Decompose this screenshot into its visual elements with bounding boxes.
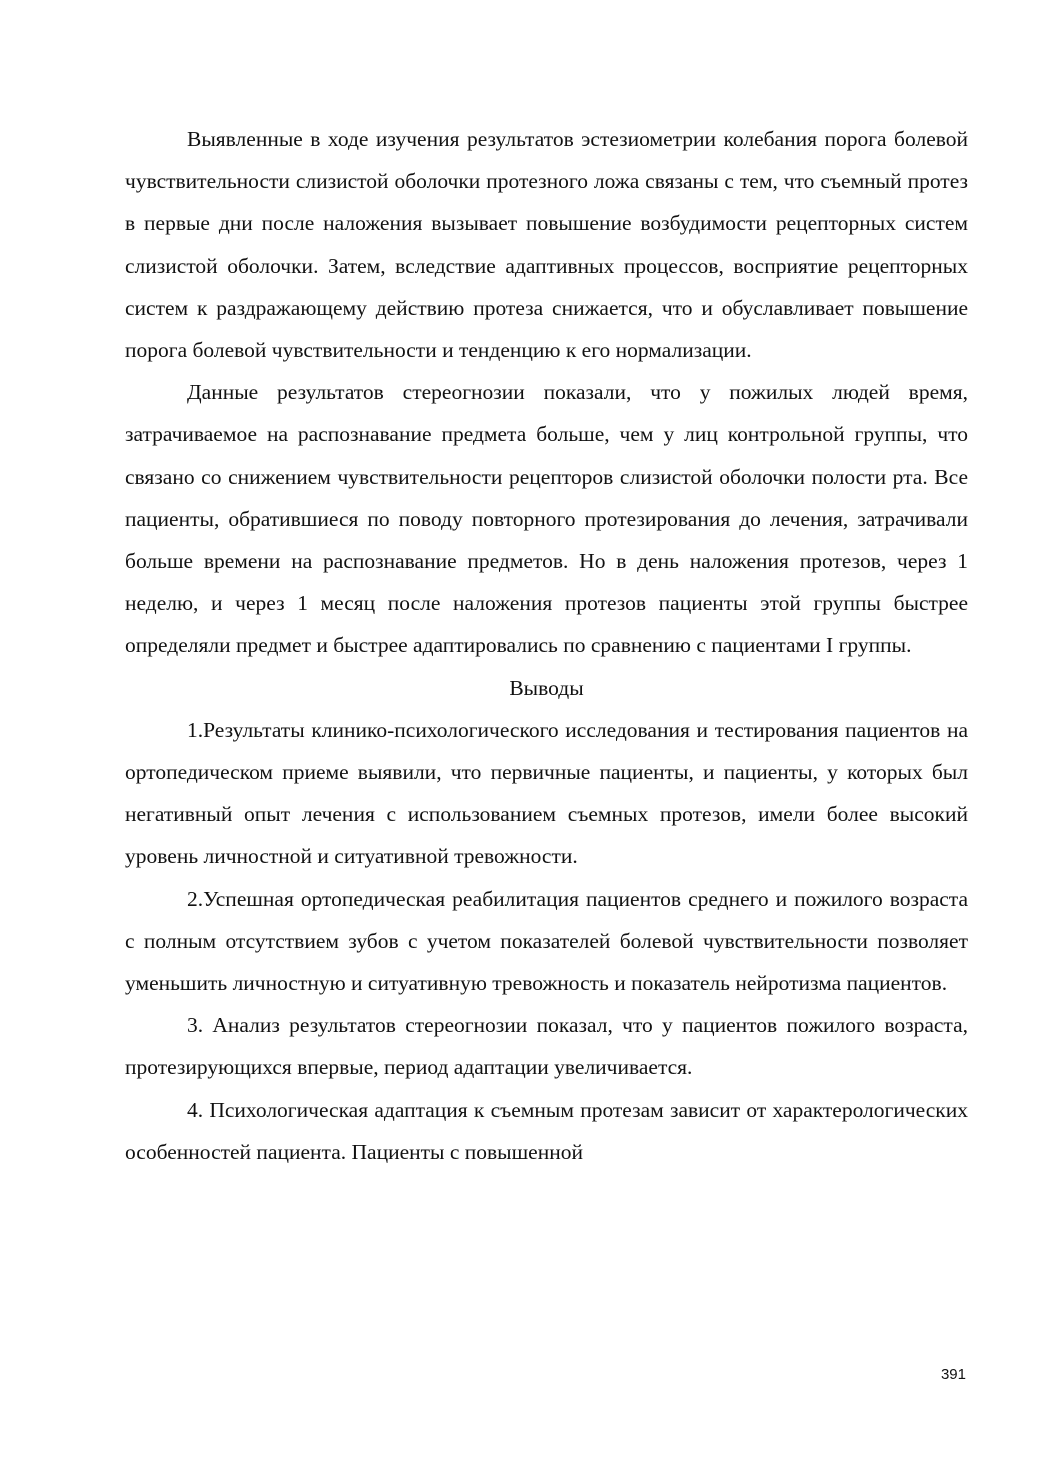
conclusion-item: 2.Успешная ортопедическая реабилитация пациентов среднего и пожилого возраста с полным отсутствием зубов с учетом показателей болевой чувствительности позволяет уменьшить личностную и ситуативную тревожность и показатель нейротизма пациентов.	[125, 886, 968, 996]
conclusion-item: 1.Результаты клинико-психологического исследования и тестирования пациентов на ортопедическом приеме выявили, что первичные пациенты, и пациенты, у которых был негативный опыт лечения с использованием съемных протезов, имели более высокий уровень личностной и ситуативной тревожности.	[125, 717, 968, 869]
section-heading: Выводы	[509, 675, 584, 700]
conclusion-item: 3. Анализ результатов стереогнозии показал, что у пациентов пожилого возраста, протезирующихся впервые, период адаптации увеличивается.	[125, 1013, 968, 1080]
conclusion-item: 4. Психологическая адаптация к съемным протезам зависит от характерологических особенностей пациента. Пациенты с повышенной	[125, 1097, 968, 1164]
document-page	[125, 118, 968, 1173]
body-paragraph: Выявленные в ходе изучения результатов эстезиометрии колебания порога болевой чувствительности слизистой оболочки протезного ложа связаны с тем, что съемный протез в первые дни после наложения вызывает повышение возбудимости рецепторных систем слизистой оболочки. Затем, вследствие адаптивных процессов, восприятие рецепторных систем к раздражающему действию протеза снижается, что и обуславливает повышение порога болевой чувствительности и тенденцию к его нормализации.	[125, 127, 968, 363]
page-number: 391	[940, 1366, 966, 1383]
body-paragraph: Данные результатов стереогнозии показали, что у пожилых людей время, затрачиваемое на распознавание предмета больше, чем у лиц контрольной группы, что связано со снижением чувствительности рецепторов слизистой оболочки полости рта. Все пациенты, обратившиеся по поводу повторного протезирования до лечения, затрачивали больше времени на распознавание предметов. Но в день наложения протезов, через 1 неделю, и через 1 месяц после наложения протезов пациенты этой группы быстрее определяли предмет и быстрее адаптировались по сравнению с пациентами I группы.	[125, 380, 968, 658]
